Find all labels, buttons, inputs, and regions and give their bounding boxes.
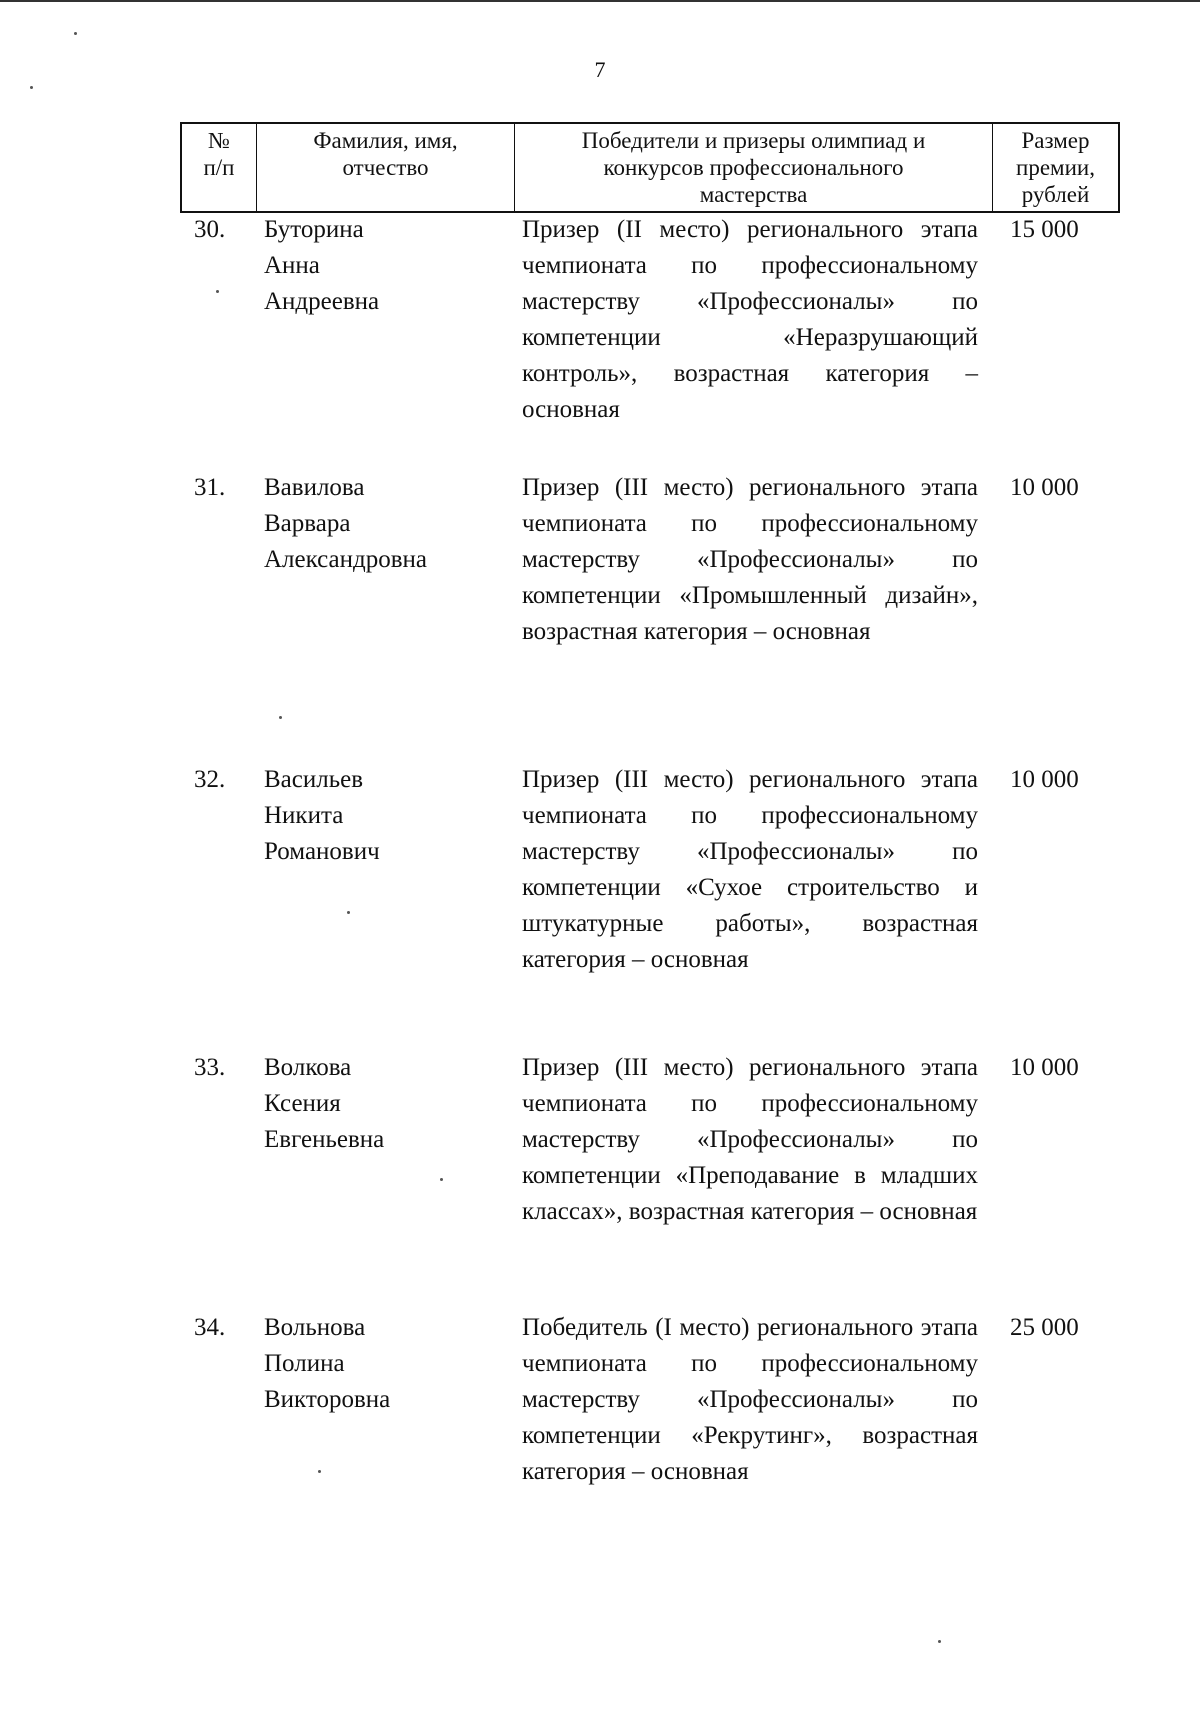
row-full-name: [264, 1310, 514, 1418]
top-scan-rule: [0, 0, 1200, 2]
header-description-line: мастерства: [699, 182, 808, 207]
header-description: [514, 124, 992, 211]
scan-speck: [318, 1470, 321, 1473]
patronymic: Евгеньевна: [264, 1126, 385, 1153]
patronymic: Викторовна: [264, 1386, 391, 1413]
row-full-name: [264, 762, 514, 870]
scan-speck: [216, 290, 219, 293]
row-number: 32.: [194, 766, 226, 793]
header-amount: [992, 124, 1118, 211]
header-amount-line: премии,: [1016, 155, 1095, 180]
scan-speck: [938, 1640, 941, 1643]
scan-speck: [30, 86, 33, 89]
header-name-line: Фамилия, имя,: [313, 128, 458, 153]
patronymic: Андреевна: [264, 288, 380, 315]
header-description-line: конкурсов профессионального: [603, 155, 904, 180]
first-name: Варвара: [264, 510, 351, 537]
table-header: [180, 122, 1120, 213]
surname: Вавилова: [264, 474, 365, 501]
row-description: Призер (II место) регионального этапа чемпионата по профессиональному мастерству «Профессионалы» по компетенции «Неразрушающий контроль», возрастная категория – основная: [522, 216, 978, 423]
patronymic: Романович: [264, 838, 380, 865]
header-name: [256, 124, 514, 211]
row-amount: 15 000: [1010, 216, 1079, 243]
row-amount: 10 000: [1010, 766, 1079, 793]
row-full-name: [264, 1050, 514, 1158]
header-description-line: Победители и призеры олимпиад и: [581, 128, 926, 153]
row-number: 31.: [194, 474, 226, 501]
scan-speck: [279, 716, 282, 719]
surname: Вольнова: [264, 1314, 366, 1341]
patronymic: Александровна: [264, 546, 428, 573]
scan-speck: [74, 32, 77, 35]
header-num-line: №: [208, 128, 230, 153]
row-description: Победитель (I место) регионального этапа чемпионата по профессиональному мастерству «Профессионалы» по компетенции «Рекрутинг», возрастная категория – основная: [522, 1314, 978, 1485]
row-description: Призер (III место) регионального этапа чемпионата по профессиональному мастерству «Профессионалы» по компетенции «Промышленный дизайн», возрастная категория – основная: [522, 474, 978, 645]
row-description: Призер (III место) регионального этапа чемпионата по профессиональному мастерству «Профессионалы» по компетенции «Преподавание в младших классах», возрастная категория – основная: [522, 1054, 978, 1225]
scan-speck: [440, 1178, 443, 1181]
row-number: 34.: [194, 1314, 226, 1341]
first-name: Анна: [264, 252, 320, 279]
row-amount: 10 000: [1010, 474, 1079, 501]
header-num: [182, 124, 256, 211]
row-amount: 10 000: [1010, 1054, 1079, 1081]
scan-speck: [347, 911, 350, 914]
row-number: 30.: [194, 216, 226, 243]
surname: Волкова: [264, 1054, 352, 1081]
row-amount: 25 000: [1010, 1314, 1079, 1341]
row-full-name: [264, 470, 514, 578]
header-amount-line: рублей: [1021, 182, 1090, 207]
row-full-name: [264, 212, 514, 320]
page-number: 7: [594, 57, 606, 82]
header-num-line: п/п: [203, 155, 235, 180]
first-name: Полина: [264, 1350, 345, 1377]
surname: Буторина: [264, 216, 364, 243]
first-name: Ксения: [264, 1090, 341, 1117]
row-description: Призер (III место) регионального этапа чемпионата по профессиональному мастерству «Профессионалы» по компетенции «Сухое строительство и штукатурные работы», возрастная категория – основная: [522, 766, 978, 973]
row-number: 33.: [194, 1054, 226, 1081]
first-name: Никита: [264, 802, 344, 829]
header-name-line: отчество: [342, 155, 429, 180]
surname: Васильев: [264, 766, 364, 793]
header-amount-line: Размер: [1021, 128, 1090, 153]
